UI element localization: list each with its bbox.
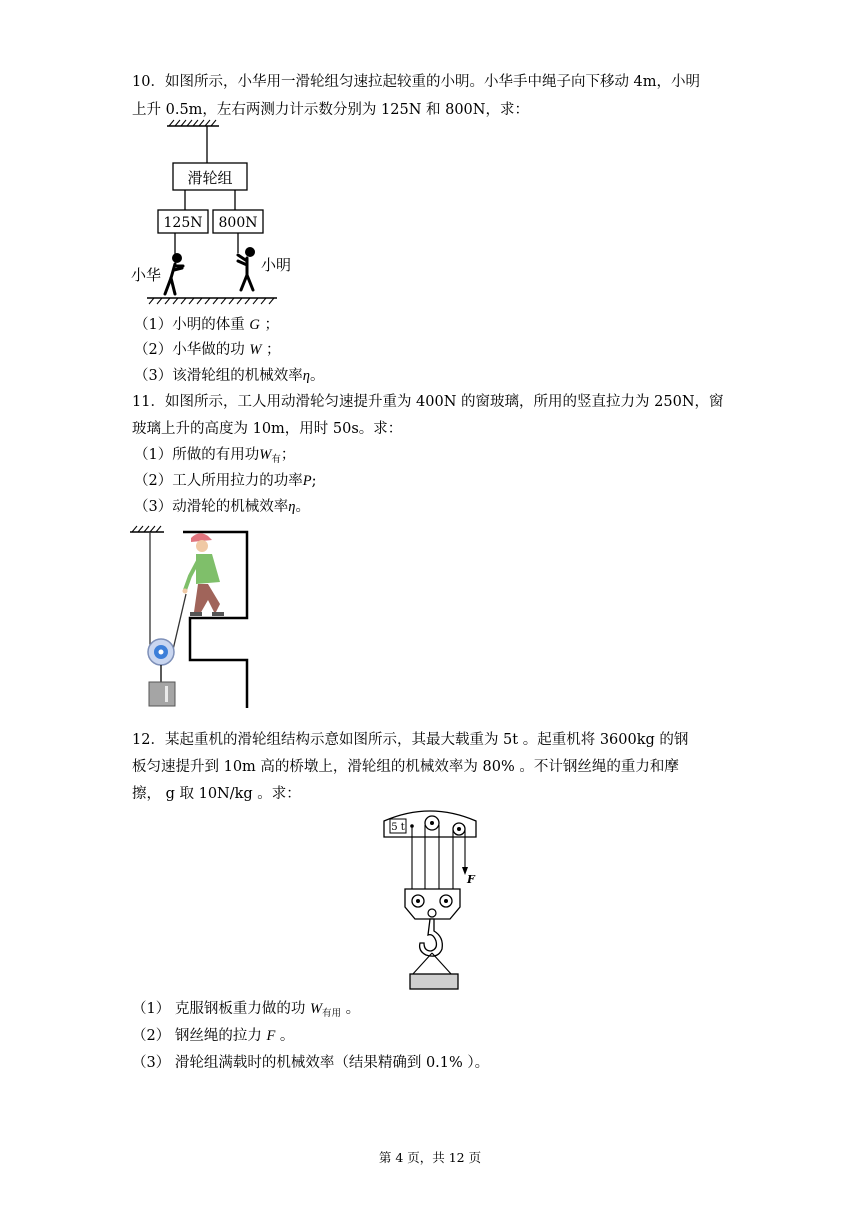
- meter-right-label: 800N: [218, 215, 258, 231]
- movable-pulley-icon: [148, 639, 174, 665]
- person-right-icon: [238, 247, 255, 290]
- worker-icon: [183, 533, 225, 616]
- person-right-label: 小明: [261, 256, 292, 274]
- q11-line-1: 11．如图所示，工人用动滑轮匀速提升重为 400N 的窗玻璃，所用的竖直拉力为 250N，窗: [132, 394, 724, 410]
- q12-line-1: 12．某起重机的滑轮组结构示意如图所示，其最大载重为 5t 。起重机将 3600kg 的钢: [132, 732, 689, 748]
- q11-sub-3: （3）动滑轮的机械效率η。: [134, 499, 310, 515]
- q10-sub-2: （2）小华做的功 W ；: [134, 342, 281, 358]
- q11-sub-1: （1）所做的有用功$W_有$；: [134, 447, 296, 465]
- q11-worker-pulley-figure: [128, 526, 253, 716]
- pulley-block-label: 滑轮组: [187, 169, 233, 187]
- glass-block-icon: [149, 682, 175, 706]
- q12-sub-2: （2） 钢丝绳的拉力 F 。: [132, 1028, 295, 1044]
- steel-plate-icon: [410, 974, 458, 989]
- q12-sub-3: （3） 滑轮组满载时的机械效率（结果精确到 0.1% ）。: [132, 1055, 490, 1071]
- q10-line-1: 10．如图所示，小华用一滑轮组匀速拉起较重的小明。小华手中绳子向下移动 4m，小明: [132, 74, 701, 90]
- q11-sub-2: （2）工人所用拉力的功率P;: [134, 473, 317, 489]
- q12-line-3: 擦， g 取 10N/kg 。求：: [132, 786, 301, 802]
- building-wall-outline: [183, 532, 247, 708]
- person-left-icon: [165, 253, 183, 294]
- crane-hook-icon: [420, 919, 443, 956]
- force-label: F: [467, 873, 475, 886]
- plate-5t-label: 5 t: [391, 822, 405, 833]
- q10-line-2: 上升 0.5m，左右两测力计示数分别为 125N 和 800N，求：: [132, 102, 529, 118]
- person-left-label: 小华: [131, 266, 162, 284]
- q10-sub-3: （3）该滑轮组的机械效率η。: [134, 368, 325, 384]
- page-footer: 第 4 页，共 12 页: [378, 1150, 482, 1165]
- meter-left-label: 125N: [163, 215, 203, 231]
- q10-pulley-figure: [125, 118, 295, 308]
- q12-crane-pulley-figure: [378, 803, 483, 993]
- q12-sub-1: （1） 克服钢板重力做的功 $W_{有用}$ 。: [132, 1001, 361, 1019]
- q11-line-2: 玻璃上升的高度为 10m，用时 50s。求：: [132, 421, 403, 437]
- q10-sub-1: （1）小明的体重 G ；: [134, 317, 279, 333]
- q12-line-2: 板匀速提升到 10m 高的桥墩上，滑轮组的机械效率为 80% 。不计钢丝绳的重力和摩: [132, 759, 679, 775]
